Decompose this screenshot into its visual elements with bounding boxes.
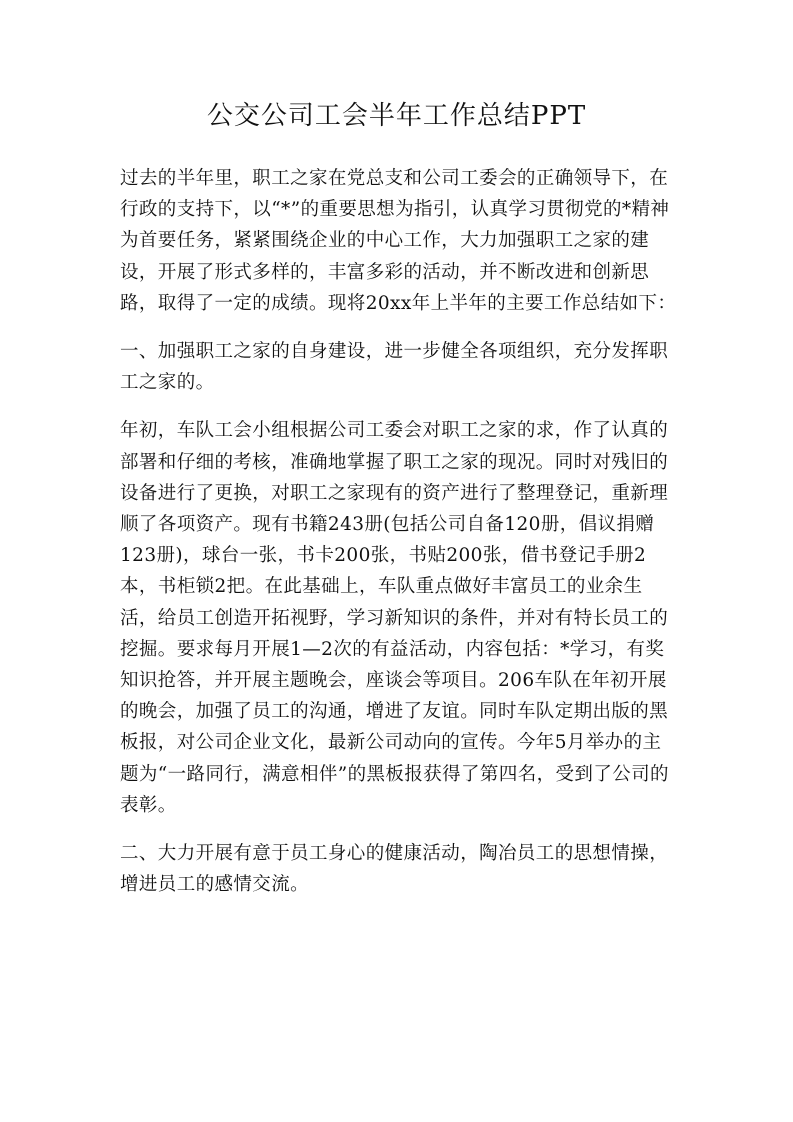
document-title: 公交公司工会半年工作总结PPT <box>206 101 587 131</box>
paragraph-section-1-heading: 一、加强职工之家的自身建设，进一步健全各项组织，充分发挥职工之家的。 <box>120 341 669 394</box>
paragraph-intro: 过去的半年里，职工之家在党总支和公司工委会的正确领导下，在行政的支持下，以“*”的重要思想为指引，认真学习贯彻党的*精神为首要任务，紧紧围绕企业的中心工作，大力加强职工之家的建设，开展了形式多样的，丰富多彩的活动，并不断改进和创新思路，取得了一定的成绩。现将20xx年上半年的主要工作总结如下： <box>120 168 677 314</box>
document-body <box>120 163 680 900</box>
paragraph-section-2-heading: 二、大力开展有意于员工身心的健康活动，陶冶员工的思想情操，增进员工的感情交流。 <box>120 843 669 896</box>
paragraph-section-1-body: 年初，车队工会小组根据公司工委会对职工之家的求，作了认真的部署和仔细的考核，准确地掌握了职工之家的现况。同时对残旧的设备进行了更换，对职工之家现有的资产进行了整理登记，重新理顺了各项资产。现有书籍243册(包括公司自备120册，倡议捐赠123册)，球台一张，书卡200张，书贴200张，借书登记手册2本，书柜锁2把。在此基础上，车队重点做好丰富员工的业余生活，给员工创造开拓视野，学习新知识的条件，并对有特长员工的挖掘。要求每月开展1—2次的有益活动，内容包括：*学习，有奖知识抢答，并开展主题晚会，座谈会等项目。206车队在年初开展的晚会，加强了员工的沟通，增进了友谊。同时车队定期出版的黑板报，对公司企业文化，最新公司动向的宣传。今年5月举办的主题为“一路同行，满意相伴”的黑板报获得了第四名，受到了公司的表彰。 <box>120 420 669 816</box>
